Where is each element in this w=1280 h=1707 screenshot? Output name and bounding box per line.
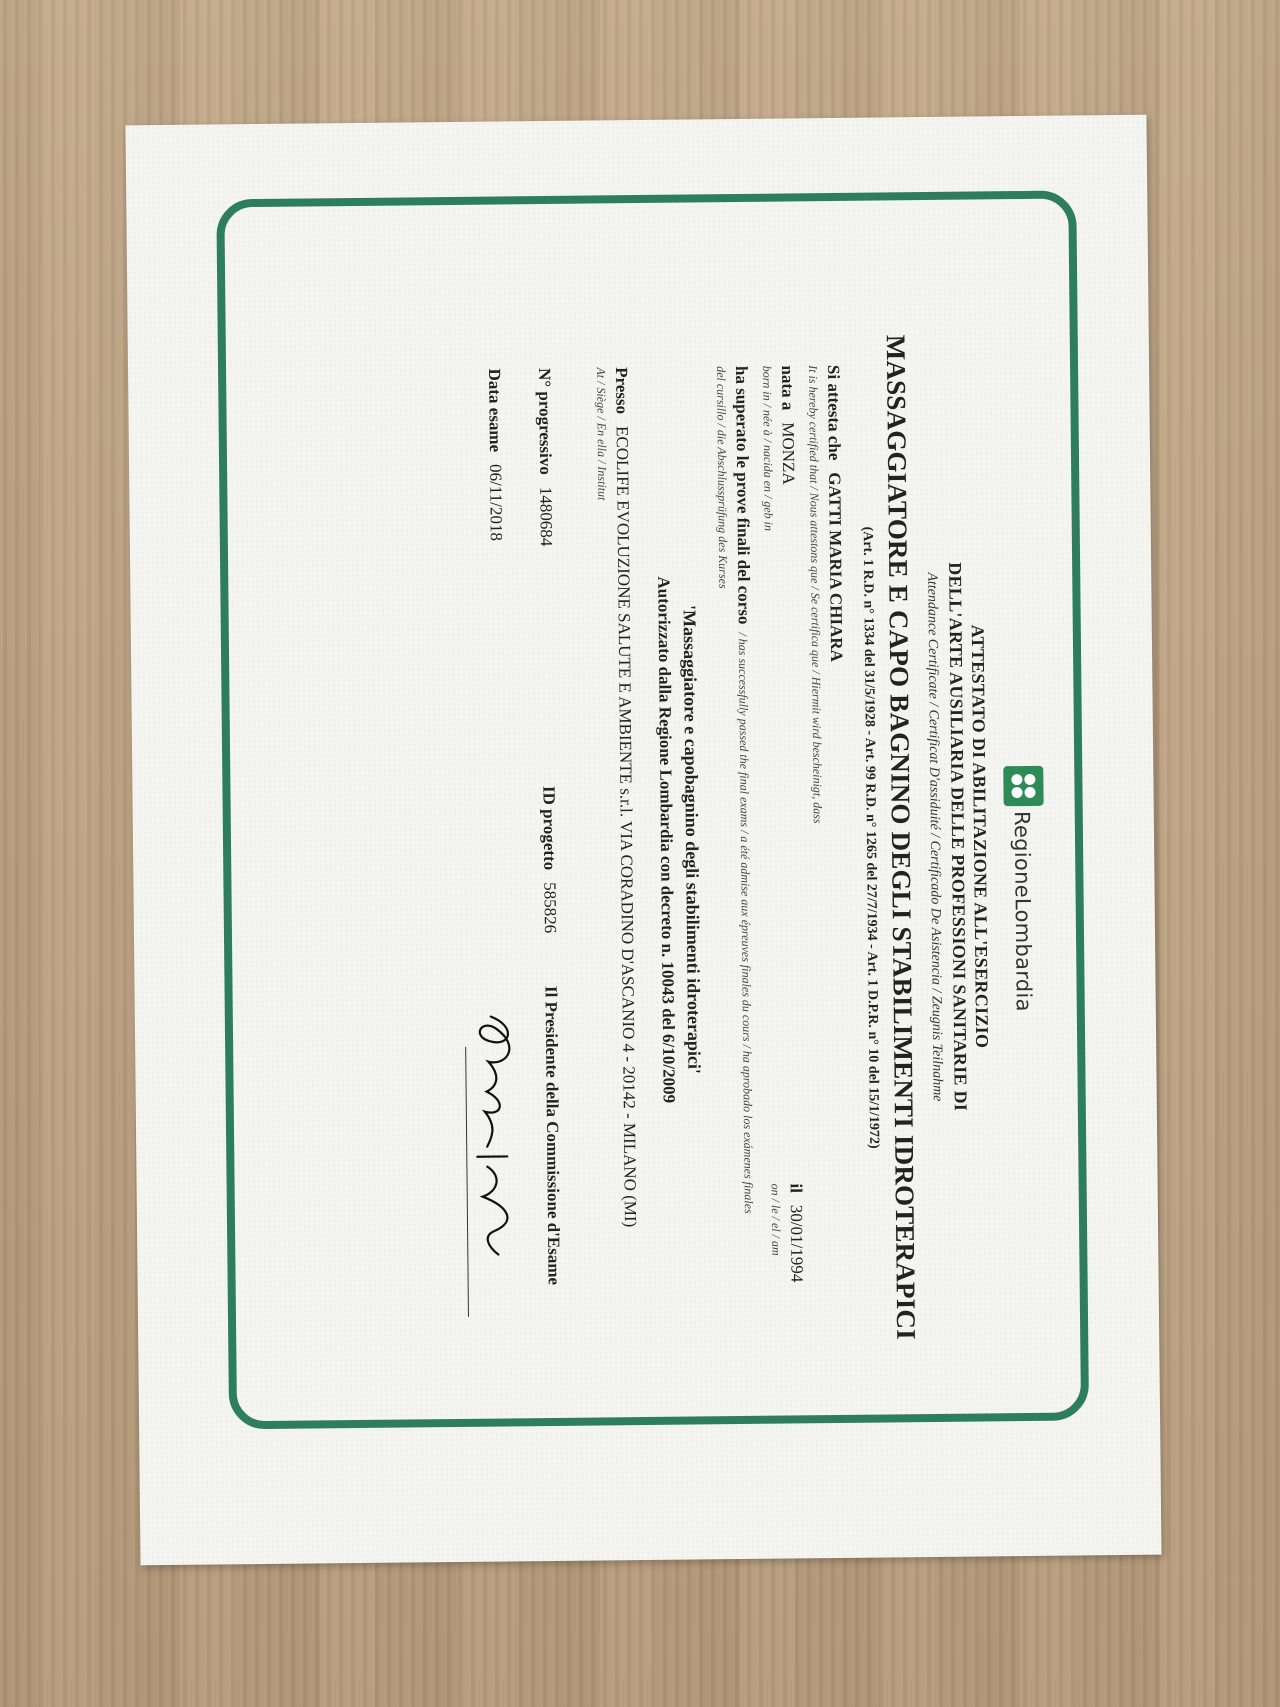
birth-place: MONZA (778, 422, 798, 485)
progressive-row (534, 368, 556, 546)
holder-name: GATTI MARIA CHIARA (824, 472, 846, 662)
header-subtitle: Attendance Certificate / Certificat D'assiduité / Certificado De Asistencia / Zeugnis Teilnahme (923, 572, 945, 1102)
header-line-2: DELL'ARTE AUSILIARIA DELLE PROFESSIONI SANITARIE DI (944, 562, 971, 1112)
progressive-value: 1480684 (535, 486, 556, 547)
progressive-label: N° progressivo (534, 367, 555, 475)
exam-row (731, 366, 760, 1214)
birth-date: 30/01/1994 (786, 1204, 807, 1283)
institution-value: ECOLIFE EVOLUZIONE SALUTE E AMBIENTE s.r.l. VIA CORADINO D'ASCANIO 4 - 20142 - MILANO (MI) (612, 426, 640, 1228)
birth-date-row (785, 1183, 806, 1282)
course-authorization: Autorizzato dalla Regione Lombardia con decreto n. 10043 del 6/10/2009 (653, 576, 679, 1104)
logo-text: RegioneLombardia (1009, 810, 1036, 1012)
exam-date-row (484, 368, 506, 541)
course-title: 'Massaggiatore e capobagnino degli stabilimenti idroterapici' (679, 604, 704, 1074)
exam-label: ha superato le prove finali del corso (731, 365, 754, 625)
project-value: 585826 (539, 882, 560, 934)
profession-title: MASSAGGIATORE E CAPO BAGNINO DEGLI STABILIMENTI IDROTERAPICI (880, 334, 921, 1341)
birth-date-translation: on / le / el / am (768, 1183, 783, 1256)
exam-translation-1: / has successfully passed the final exams / a été admise aux épreuves finales du cours / ha aprobado los exámenes finales (735, 632, 756, 1214)
exam-date-value: 06/11/2018 (485, 463, 506, 542)
attest-translation: It is hereby certified that / Nous attestons que / Se certifica que / Hiermit wird bescheinigt, dass (805, 365, 825, 824)
birth-place-row (777, 365, 798, 484)
birth-date-label: il (786, 1183, 806, 1193)
exam-translation-2: del cursillo / die Abschlussprüfung des Kurses (713, 366, 730, 589)
institution-translation: At / Siège / En ella / Institut (593, 367, 609, 501)
birth-place-translation: born in / née à / nacida en / geb in (759, 365, 776, 532)
attest-row (823, 365, 846, 662)
signature-title: Il Presidente della Commissione d'Esame (541, 985, 564, 1286)
institution-label: Presso (611, 367, 632, 415)
institution-row (611, 367, 640, 1227)
exam-date-label: Data esame (484, 368, 505, 453)
legal-reference: (Art. 1 R.D. n° 1334 del 31/5/1928 - Art. 99 R.D. n° 1265 del 27/7/1934 - Art. 1 D.P.R. n° 10 del 15/1/1972) (859, 526, 881, 1149)
attest-label: Si attesta che (823, 364, 844, 461)
birth-label: nata a (777, 365, 798, 411)
certificate-paper (125, 115, 1161, 1566)
header-line-1: ATTESTATO DI ABILITAZIONE ALL'ESERCIZIO (967, 624, 992, 1049)
project-label: ID progetto (538, 785, 559, 871)
certificate-content (207, 221, 1080, 1460)
project-row (538, 786, 560, 933)
lombardia-cross-icon (1003, 766, 1043, 806)
